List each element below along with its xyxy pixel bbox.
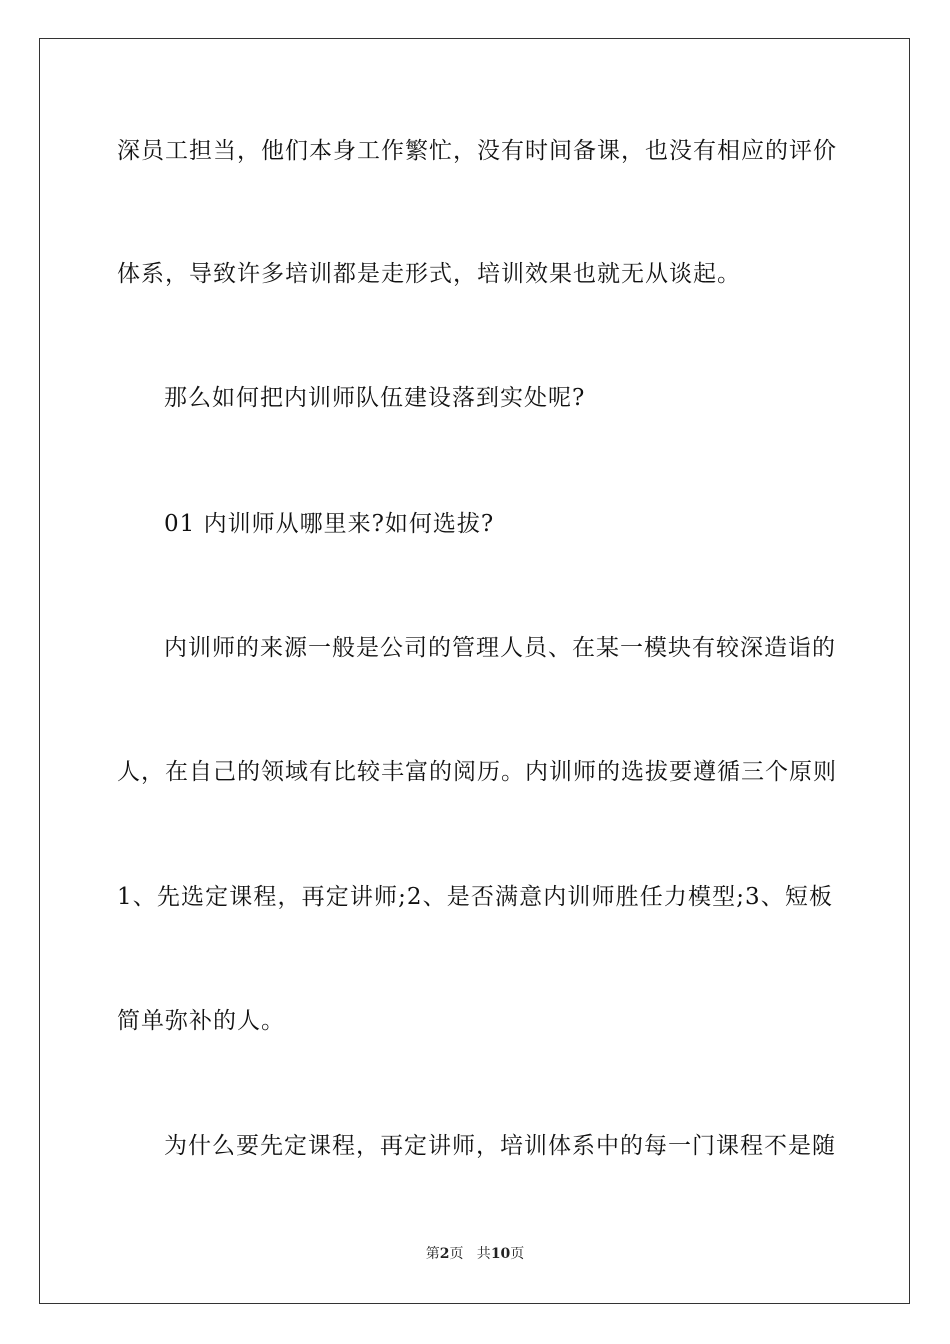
text-line-9: 为什么要先定课程，再定讲师，培训体系中的每一门课程不是随: [164, 1133, 836, 1159]
footer-total-suffix: 页: [510, 1246, 525, 1262]
footer-page-number: 2: [439, 1246, 450, 1262]
page-border: [39, 38, 910, 1304]
text-line-3: 那么如何把内训师队伍建设落到实处呢?: [164, 385, 586, 411]
footer-total-pages: 10: [490, 1246, 511, 1262]
text-line-6: 人，在自己的领域有比较丰富的阅历。内训师的选拔要遵循三个原则: [117, 759, 837, 785]
footer-page-suffix: 页 共: [449, 1246, 491, 1262]
text-line-2: 体系，导致许多培训都是走形式，培训效果也就无从谈起。: [117, 261, 741, 287]
section-heading: 01 内训师从哪里来?如何选拔?: [164, 511, 495, 537]
page-footer: [0, 1244, 950, 1264]
text-line-8: 简单弥补的人。: [117, 1008, 285, 1034]
footer-page-prefix: 第: [425, 1246, 440, 1262]
text-line-7: 1、先选定课程，再定讲师;2、是否满意内训师胜任力模型;3、短板: [117, 884, 833, 910]
text-line-1: 深员工担当，他们本身工作繁忙，没有时间备课，也没有相应的评价: [117, 138, 837, 164]
text-line-5: 内训师的来源一般是公司的管理人员、在某一模块有较深造诣的: [164, 635, 836, 661]
